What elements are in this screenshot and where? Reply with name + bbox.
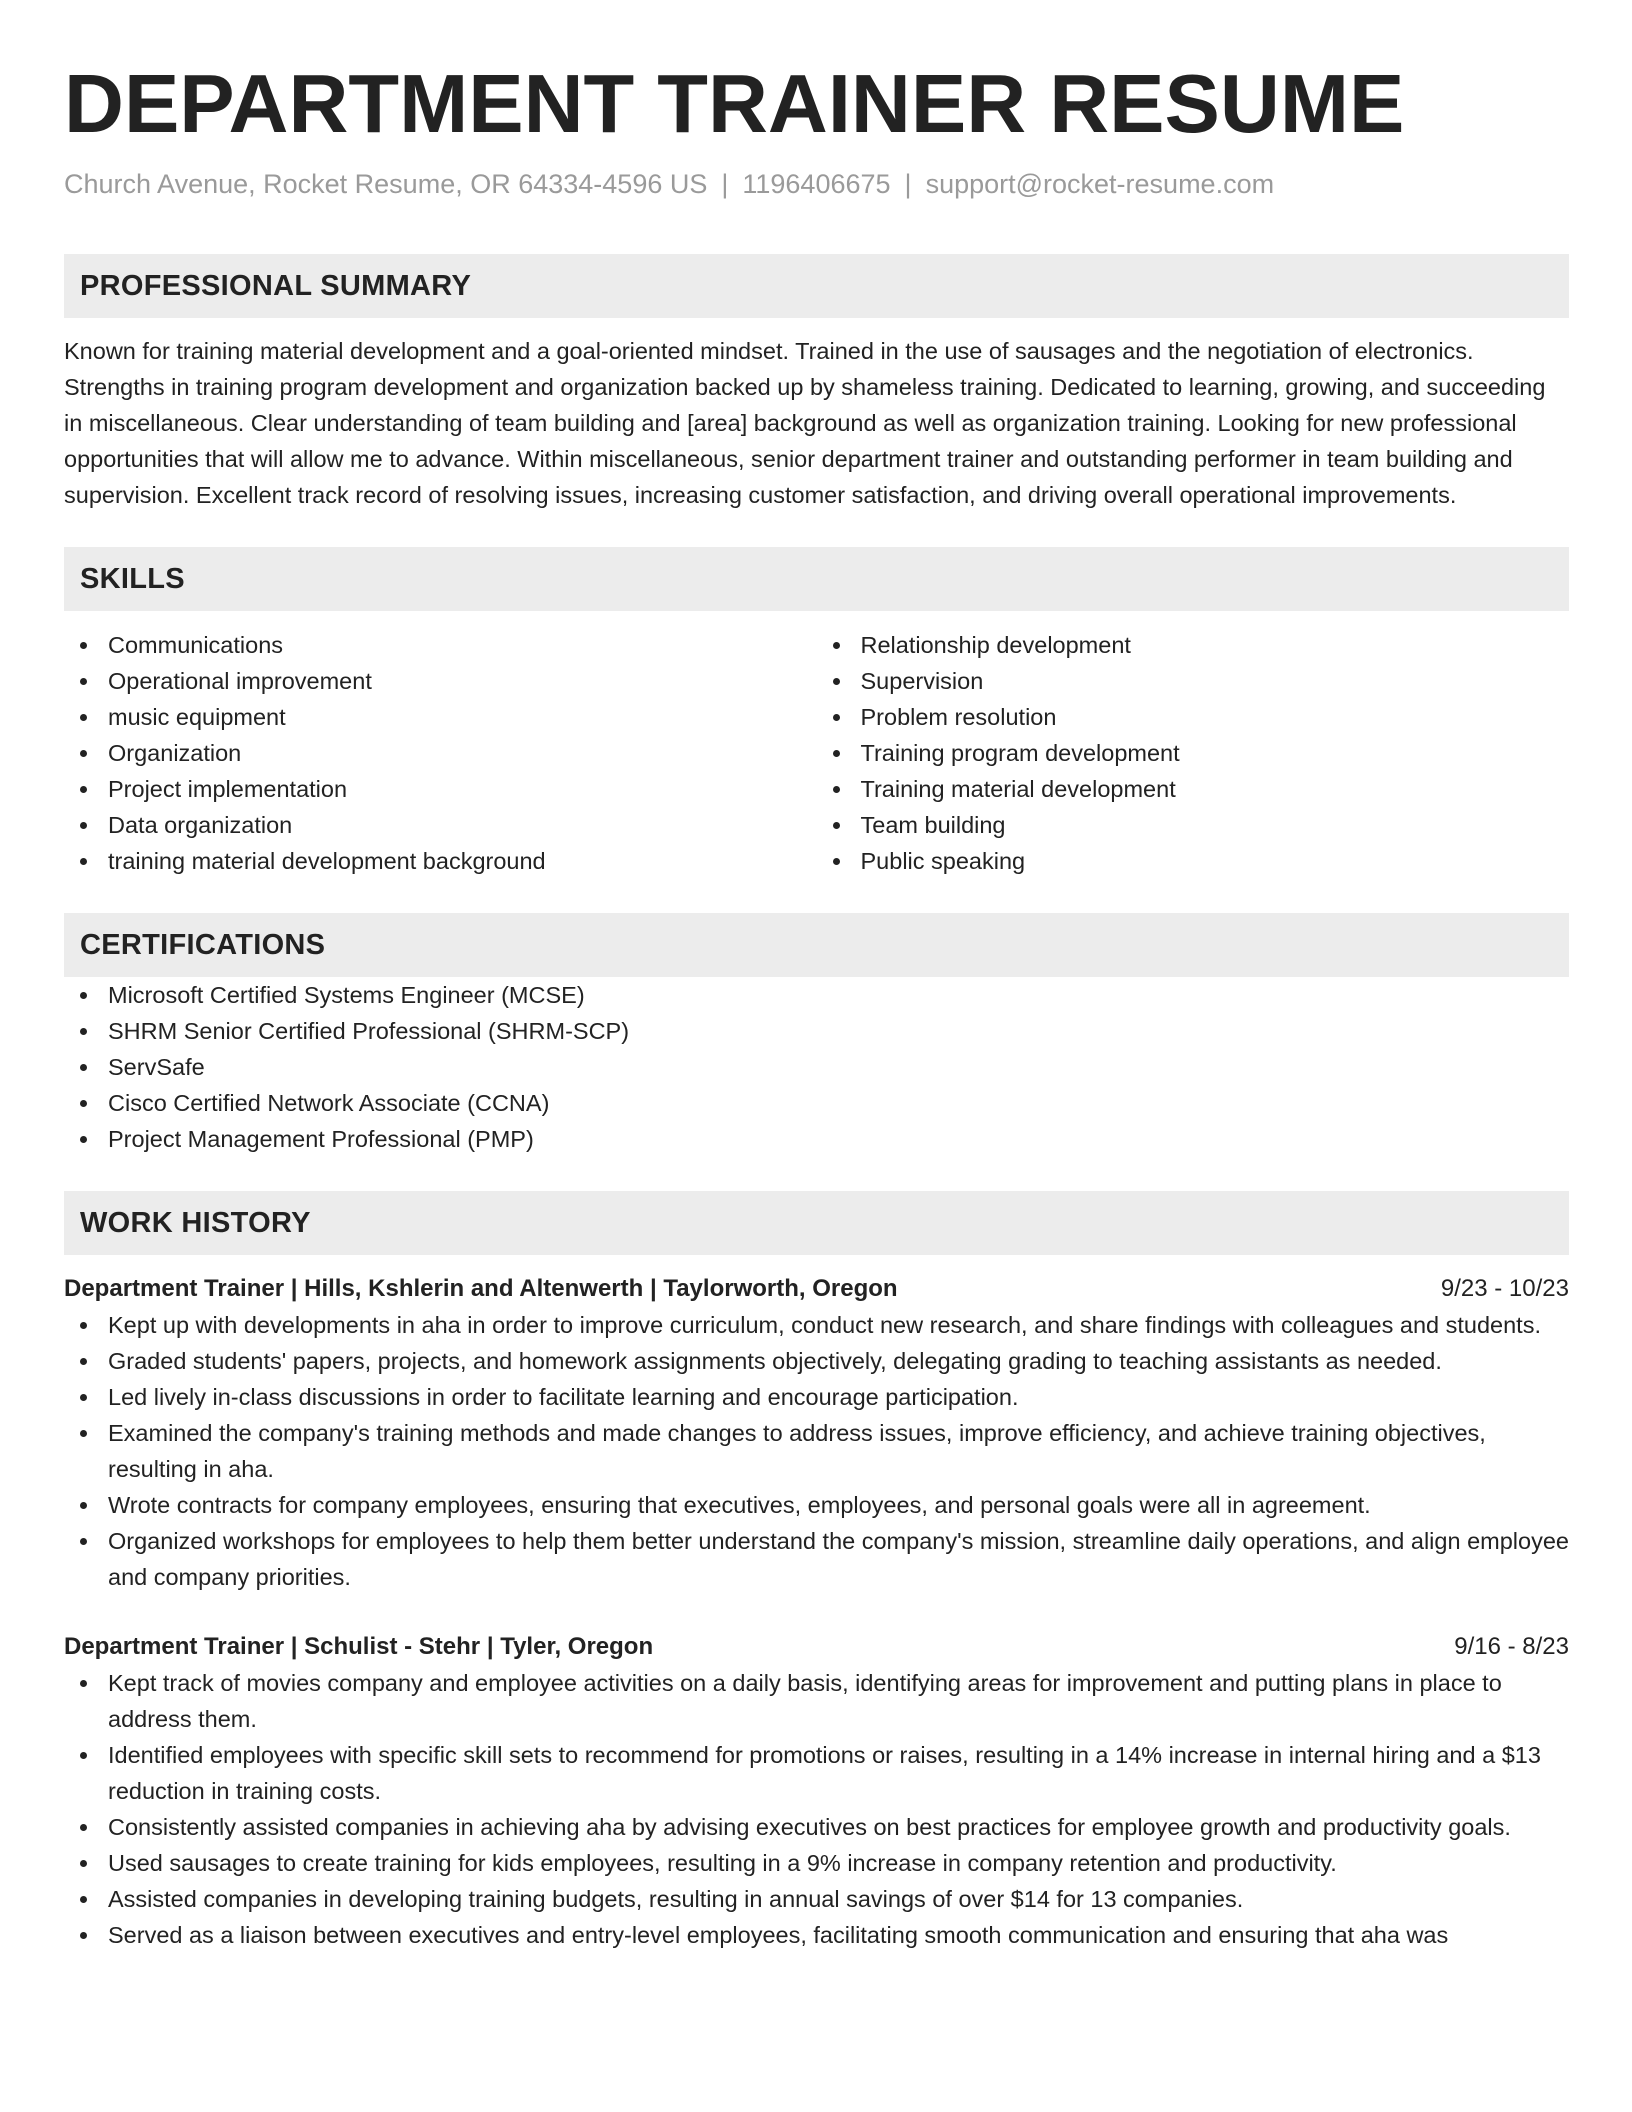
section-header-work-history: WORK HISTORY xyxy=(64,1191,1569,1255)
certifications-list xyxy=(64,977,1569,1157)
list-item-text: music equipment xyxy=(108,704,286,730)
list-item-text: Public speaking xyxy=(860,848,1026,874)
list-item xyxy=(817,843,1570,879)
list-item-text: training material development background xyxy=(108,848,546,874)
bullet-dot-icon xyxy=(833,678,840,685)
bullet-dot-icon xyxy=(80,1136,87,1143)
contact-phone: 1196406675 xyxy=(742,169,891,199)
bullet-dot-icon xyxy=(80,858,87,865)
job-bullets xyxy=(64,1665,1569,1953)
bullet-dot-icon xyxy=(80,1538,87,1545)
section-header-certifications: CERTIFICATIONS xyxy=(64,913,1569,977)
list-item xyxy=(64,1523,1569,1595)
contact-separator: | xyxy=(904,169,912,199)
skills-list-right xyxy=(817,627,1570,879)
job-entry xyxy=(64,1271,1569,1595)
contact-separator: | xyxy=(721,169,729,199)
list-item xyxy=(64,627,817,663)
bullet-dot-icon xyxy=(80,678,87,685)
list-item xyxy=(64,1013,1569,1049)
skills-grid xyxy=(64,627,1569,879)
bullet-dot-icon xyxy=(80,750,87,757)
resume-title: DEPARTMENT TRAINER RESUME xyxy=(64,57,1405,150)
list-item xyxy=(64,699,817,735)
list-item-text: Communications xyxy=(108,632,284,658)
list-item-text: Cisco Certified Network Associate (CCNA) xyxy=(108,1090,550,1116)
list-item xyxy=(64,663,817,699)
list-item xyxy=(64,843,817,879)
bullet-dot-icon xyxy=(80,1064,87,1071)
list-item xyxy=(64,1379,1569,1415)
job-header xyxy=(64,1629,1569,1665)
bullet-dot-icon xyxy=(80,1322,87,1329)
list-item xyxy=(64,1343,1569,1379)
list-item xyxy=(64,1809,1569,1845)
bullet-dot-icon xyxy=(80,1932,87,1939)
list-item xyxy=(64,771,817,807)
list-item xyxy=(64,1415,1569,1487)
list-item xyxy=(817,807,1570,843)
list-item xyxy=(64,1665,1569,1737)
contact-email: support@rocket-resume.com xyxy=(925,169,1275,199)
list-item-text: Operational improvement xyxy=(108,668,372,694)
bullet-dot-icon xyxy=(833,786,840,793)
bullet-dot-icon xyxy=(80,1028,87,1035)
skills-list-left xyxy=(64,627,817,879)
list-item-text: Served as a liaison between executives and entry-level employees, facilitating smooth communication and ensuring that aha was xyxy=(108,1922,1449,1948)
list-item-text: Identified employees with specific skill sets to recommend for promotions or raises, resulting in a 14% increase in internal hiring and a $13 reduction in training costs. xyxy=(108,1742,1541,1804)
list-item-text: Kept track of movies company and employee activities on a daily basis, identifying areas for improvement and putting plans in place to address them. xyxy=(108,1670,1502,1732)
list-item xyxy=(64,1121,1569,1157)
list-item-text: Training program development xyxy=(860,740,1180,766)
list-item-text: Consistently assisted companies in achieving aha by advising executives on best practices for employee growth and productivity goals. xyxy=(108,1814,1511,1840)
bullet-dot-icon xyxy=(80,1358,87,1365)
bullet-dot-icon xyxy=(80,714,87,721)
list-item xyxy=(64,977,1569,1013)
list-item-text: Relationship development xyxy=(860,632,1131,658)
list-item-text: Data organization xyxy=(108,812,293,838)
list-item xyxy=(817,771,1570,807)
list-item-text: ServSafe xyxy=(108,1054,205,1080)
bullet-dot-icon xyxy=(833,714,840,721)
list-item xyxy=(817,699,1570,735)
job-dates: 9/16 - 8/23 xyxy=(1454,1633,1569,1660)
list-item-text: Project Management Professional (PMP) xyxy=(108,1126,534,1152)
bullet-dot-icon xyxy=(833,822,840,829)
list-item xyxy=(64,1049,1569,1085)
bullet-dot-icon xyxy=(80,1100,87,1107)
contact-line xyxy=(64,166,1569,202)
list-item-text: Organized workshops for employees to help them better understand the company's mission, streamline daily operations, and align employee and company priorities. xyxy=(108,1528,1569,1590)
bullet-dot-icon xyxy=(80,1752,87,1759)
list-item xyxy=(64,807,817,843)
summary-text: Known for training material development and a goal-oriented mindset. Trained in the use of sausages and the negotiation of electronics. Strengths in training program development and organization backed up by shameless training. Dedicated to learning, growing, and succeeding in miscellaneous. Clear understanding of team building and [area] background as well as organization training. Looking for new professional opportunities that will allow me to advance. Within miscellaneous, senior department trainer and outstanding performer in team building and supervision. Excellent track record of resolving issues, increasing customer satisfaction, and driving overall operational improvements. xyxy=(64,338,1546,508)
list-item-text: Kept up with developments in aha in order to improve curriculum, conduct new research, and share findings with colleagues and students. xyxy=(108,1312,1541,1338)
bullet-dot-icon xyxy=(833,750,840,757)
list-item-text: Led lively in-class discussions in order to facilitate learning and encourage participation. xyxy=(108,1384,1019,1410)
list-item xyxy=(64,1881,1569,1917)
bullet-dot-icon xyxy=(80,992,87,999)
bullet-dot-icon xyxy=(833,642,840,649)
list-item-text: Wrote contracts for company employees, ensuring that executives, employees, and personal goals were all in agreement. xyxy=(108,1492,1371,1518)
list-item-text: Training material development xyxy=(860,776,1176,802)
list-item xyxy=(817,663,1570,699)
bullet-dot-icon xyxy=(80,1896,87,1903)
job-title: Department Trainer | Schulist - Stehr | Tyler, Oregon xyxy=(64,1633,654,1660)
list-item-text: Project implementation xyxy=(108,776,348,802)
job-dates: 9/23 - 10/23 xyxy=(1440,1275,1569,1302)
list-item-text: Graded students' papers, projects, and homework assignments objectively, delegating grading to teaching assistants as needed. xyxy=(108,1348,1442,1374)
list-item xyxy=(64,735,817,771)
section-header-summary: PROFESSIONAL SUMMARY xyxy=(64,254,1569,318)
list-item xyxy=(64,1917,1569,1953)
bullet-dot-icon xyxy=(80,822,87,829)
list-item xyxy=(64,1737,1569,1809)
bullet-dot-icon xyxy=(80,1824,87,1831)
list-item xyxy=(64,1307,1569,1343)
list-item xyxy=(64,1487,1569,1523)
list-item-text: Supervision xyxy=(860,668,984,694)
job-header xyxy=(64,1271,1569,1307)
list-item-text: SHRM Senior Certified Professional (SHRM-SCP) xyxy=(108,1018,630,1044)
list-item-text: Organization xyxy=(108,740,242,766)
list-item-text: Examined the company's training methods and made changes to address issues, improve efficiency, and achieve training objectives, resulting in aha. xyxy=(108,1420,1486,1482)
list-item-text: Used sausages to create training for kids employees, resulting in a 9% increase in company retention and productivity. xyxy=(108,1850,1337,1876)
job-entry xyxy=(64,1629,1569,1953)
bullet-dot-icon xyxy=(80,642,87,649)
bullet-dot-icon xyxy=(80,1394,87,1401)
job-title: Department Trainer | Hills, Kshlerin and Altenwerth | Taylorworth, Oregon xyxy=(64,1275,898,1302)
list-item xyxy=(817,627,1570,663)
list-item xyxy=(64,1845,1569,1881)
section-header-skills: SKILLS xyxy=(64,547,1569,611)
bullet-dot-icon xyxy=(80,1680,87,1687)
list-item-text: Assisted companies in developing training budgets, resulting in annual savings of over $14 for 13 companies. xyxy=(108,1886,1244,1912)
bullet-dot-icon xyxy=(833,858,840,865)
job-bullets xyxy=(64,1307,1569,1595)
contact-address: Church Avenue, Rocket Resume, OR 64334-4596 US xyxy=(64,169,708,199)
list-item xyxy=(817,735,1570,771)
list-item-text: Problem resolution xyxy=(860,704,1057,730)
bullet-dot-icon xyxy=(80,1430,87,1437)
bullet-dot-icon xyxy=(80,1860,87,1867)
list-item-text: Microsoft Certified Systems Engineer (MCSE) xyxy=(108,982,585,1008)
bullet-dot-icon xyxy=(80,1502,87,1509)
list-item xyxy=(64,1085,1569,1121)
bullet-dot-icon xyxy=(80,786,87,793)
list-item-text: Team building xyxy=(860,812,1006,838)
